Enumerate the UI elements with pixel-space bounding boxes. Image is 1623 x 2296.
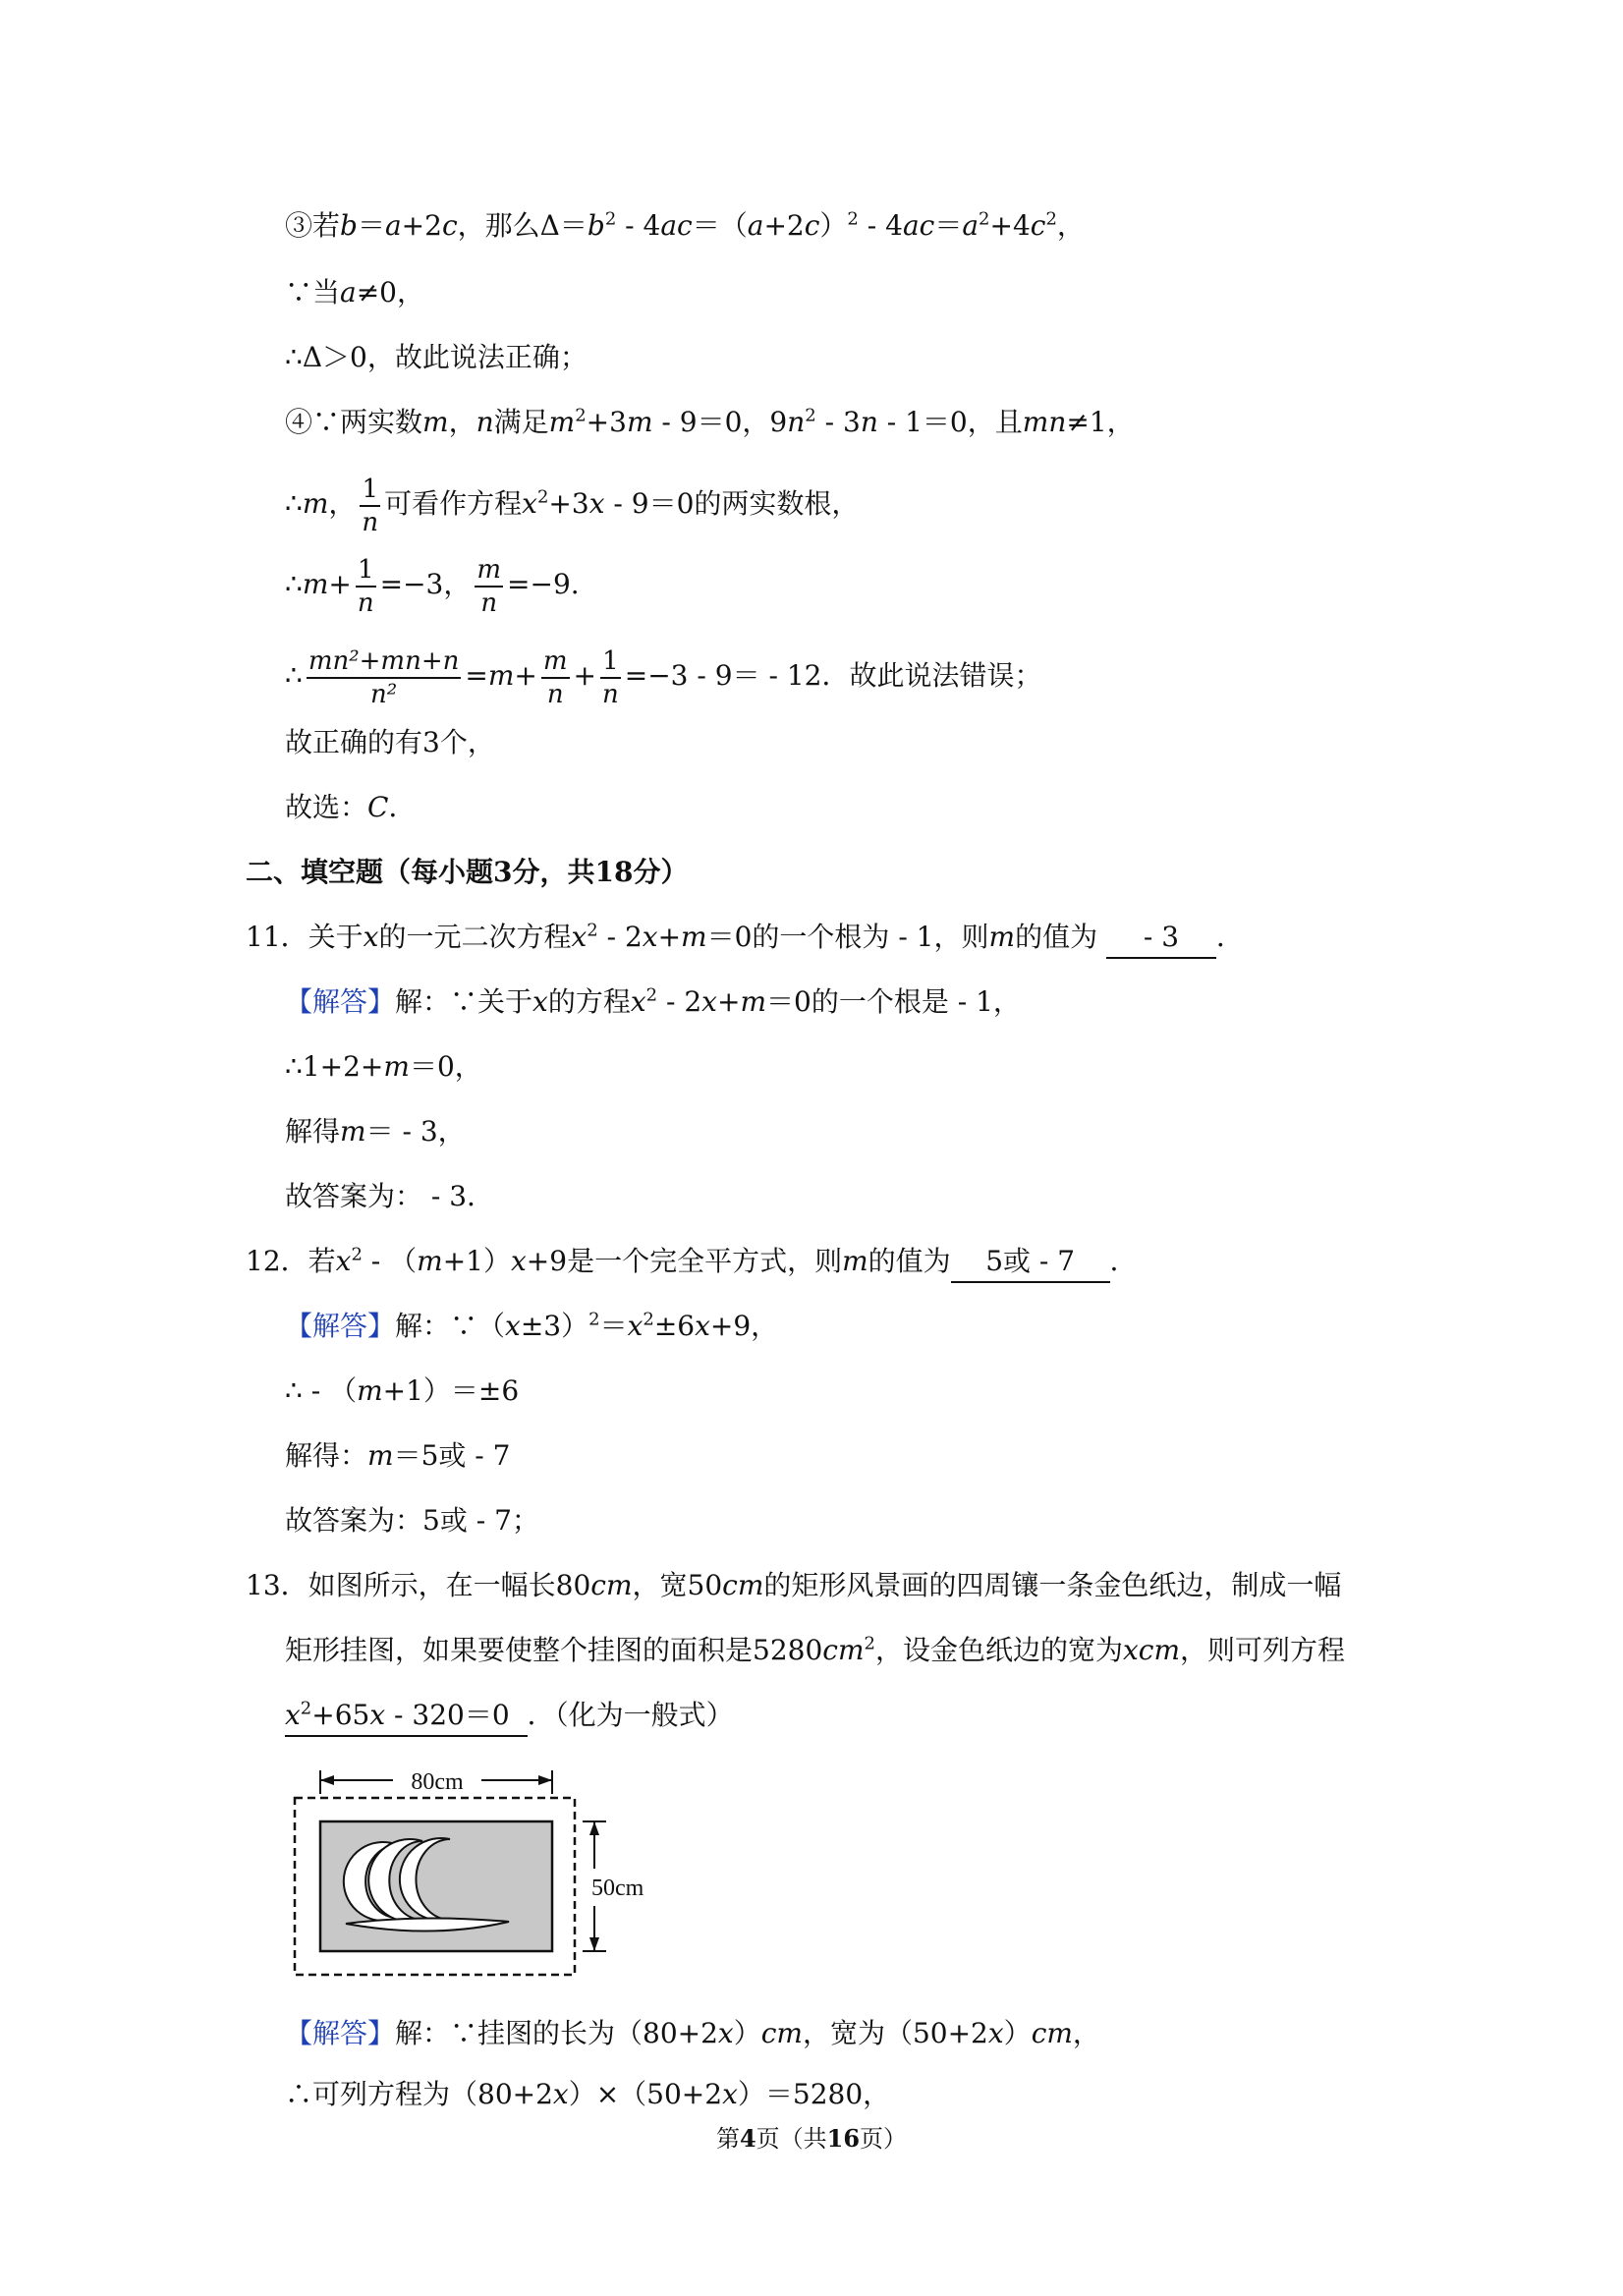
- text: m: [842, 1245, 868, 1277]
- text: cm: [1031, 2017, 1073, 2049]
- superscript: 2: [979, 208, 990, 230]
- text: ，设金色纸边的宽为: [874, 1634, 1123, 1666]
- line-condition: [285, 273, 424, 312]
- line-item3: [285, 206, 1085, 246]
- answer-11-line4: [285, 1177, 494, 1216]
- text: 11．关于: [246, 921, 364, 953]
- answer-12-line2: [285, 1372, 519, 1411]
- text: 解：∵关于: [395, 985, 533, 1018]
- text: x: [335, 1245, 352, 1277]
- text: +3: [548, 487, 589, 520]
- question-12: [246, 1242, 1138, 1283]
- text: m: [383, 1050, 410, 1083]
- text: cm: [722, 1569, 764, 1601]
- text: 的值为: [867, 1245, 951, 1277]
- fraction: [541, 645, 570, 709]
- text: x: [505, 1310, 521, 1342]
- text: ∴: [285, 659, 303, 692]
- fraction: [600, 645, 621, 709]
- text: 第: [715, 2125, 740, 2153]
- text: +: [657, 921, 682, 953]
- text: x: [511, 1245, 527, 1277]
- text: x: [701, 985, 717, 1018]
- text: - （: [362, 1245, 418, 1277]
- text: ，: [1072, 2017, 1100, 2049]
- numerator: 1: [357, 554, 374, 585]
- superscript: 2: [351, 1244, 363, 1265]
- text: 故答案为：5或 - 7；: [285, 1504, 539, 1537]
- text: c: [1030, 209, 1046, 242]
- section-heading: [246, 853, 688, 892]
- text: ∴: [285, 487, 303, 520]
- text: ．: [1109, 1245, 1138, 1277]
- text: 解得: [285, 1115, 341, 1148]
- numerator: m: [476, 554, 502, 585]
- denominator: n²: [307, 677, 462, 707]
- text: ，: [1056, 209, 1085, 242]
- text: 解：∵（: [395, 1310, 506, 1342]
- text: ）×（50+2: [568, 2078, 723, 2110]
- total-pages: 16: [826, 2124, 861, 2153]
- text: +: [328, 568, 352, 600]
- line-choice: [285, 788, 416, 827]
- question-13-line3: [285, 1696, 734, 1737]
- answer-12-line3: [285, 1436, 510, 1476]
- text: 二、填空题（每小题3分，共18分）: [246, 856, 689, 888]
- superscript: 2: [864, 1633, 875, 1654]
- superscript: 2: [588, 1309, 600, 1330]
- text: 13．如图所示，在一幅长80: [246, 1569, 591, 1601]
- text: 页）: [860, 2125, 908, 2153]
- line-roots: [285, 470, 859, 538]
- text: n: [787, 406, 806, 438]
- text: a: [384, 209, 402, 242]
- text: cm: [590, 1569, 633, 1601]
- text: ∴ - （: [285, 1374, 358, 1407]
- text: ＝: [934, 209, 963, 242]
- text: ④∵两实数: [285, 406, 423, 438]
- text: +: [573, 659, 596, 692]
- superscript: 2: [645, 984, 658, 1006]
- text: +3: [586, 406, 627, 438]
- text: 矩形挂图，如果要使整个挂图的面积是5280: [285, 1634, 823, 1666]
- text: ．: [1216, 921, 1245, 953]
- line-vieta: [285, 550, 580, 619]
- question-11: [246, 918, 1244, 959]
- text: ∵当: [285, 276, 341, 308]
- text: 故选：: [285, 791, 368, 823]
- text: - 2: [597, 921, 643, 953]
- text: ，宽为（50+2: [802, 2017, 988, 2049]
- denominator: n: [600, 677, 621, 707]
- text: m: [487, 659, 515, 692]
- text: ，宽50: [632, 1569, 723, 1601]
- text: +1）: [442, 1245, 511, 1277]
- denominator: n: [360, 505, 380, 535]
- answer-blank: [285, 1696, 528, 1737]
- text: ∴1+2+: [285, 1050, 384, 1083]
- text: ）: [819, 209, 848, 242]
- text: cm: [822, 1634, 865, 1666]
- text: =−9.: [507, 568, 580, 600]
- text: n: [860, 406, 878, 438]
- text: ．（化为一般式）: [527, 1699, 734, 1731]
- text: ≠1，: [1066, 406, 1135, 438]
- denominator: n: [541, 677, 570, 707]
- superscript: 2: [300, 1698, 312, 1719]
- arrow-up-icon: [589, 1821, 599, 1835]
- text: 页（共: [756, 2125, 827, 2153]
- text: m: [340, 1115, 366, 1148]
- superscript: 2: [1045, 208, 1057, 230]
- text: ac: [660, 209, 693, 242]
- text: +9，: [709, 1310, 779, 1342]
- text: +1）＝±6: [382, 1374, 520, 1407]
- text: =−3 - 9＝ - 12．故此说法错误；: [624, 659, 1042, 692]
- text: a: [962, 209, 979, 242]
- text: 的一元二次方程: [378, 921, 572, 953]
- text: m: [302, 487, 329, 520]
- text: m: [302, 568, 329, 600]
- text: m: [988, 921, 1016, 953]
- superscript: 2: [847, 208, 859, 230]
- page-footer: [0, 2119, 1623, 2154]
- text: x: [571, 921, 588, 953]
- text: ）: [733, 2017, 761, 2049]
- text: x: [627, 1310, 644, 1342]
- text: x: [369, 1699, 386, 1731]
- text: +2: [401, 209, 442, 242]
- arrow-left-icon: [320, 1775, 334, 1785]
- text: =: [465, 659, 488, 692]
- text: c: [804, 209, 820, 242]
- superscript: 2: [587, 920, 598, 941]
- text: ，: [328, 487, 357, 520]
- text: x: [722, 2078, 738, 2110]
- superscript: 2: [536, 486, 549, 508]
- text: ，那么Δ＝: [457, 209, 588, 242]
- numerator: 1: [362, 474, 379, 504]
- text: 12．若: [246, 1245, 336, 1277]
- text: x: [285, 1699, 301, 1731]
- width-label: 80cm: [411, 1769, 464, 1795]
- text: m: [626, 406, 653, 438]
- answer-blank: - 3: [1106, 918, 1216, 959]
- numerator: m: [542, 645, 568, 676]
- text: ＝0，: [409, 1050, 482, 1083]
- text: x: [717, 2017, 734, 2049]
- answer-13-line1: [285, 2014, 1100, 2053]
- fraction: [307, 645, 462, 709]
- page-number: 4: [739, 2124, 756, 2153]
- text: 的方程: [547, 985, 631, 1018]
- fraction: [360, 476, 380, 535]
- text: 解得：: [285, 1439, 368, 1472]
- text: m: [422, 406, 449, 438]
- text: - 1＝0，且: [877, 406, 1023, 438]
- text: ＝: [357, 209, 385, 242]
- answer-12-line1: [285, 1307, 778, 1346]
- line-conclusion3: [285, 338, 588, 377]
- numerator: 1: [602, 645, 619, 676]
- text: ）: [1003, 2017, 1032, 2049]
- text: b: [340, 209, 358, 242]
- text: ，则可列方程: [1180, 1634, 1346, 1666]
- text: 故正确的有3个，: [285, 726, 495, 758]
- text: +: [716, 985, 741, 1018]
- text: m: [740, 985, 766, 1018]
- text: ．: [388, 791, 417, 823]
- text: x: [695, 1310, 710, 1342]
- answer-tag: 【解答】: [285, 2017, 396, 2049]
- text: - 4: [858, 209, 903, 242]
- text: ±6: [653, 1310, 696, 1342]
- text: x: [630, 985, 646, 1018]
- answer-11-line3: [285, 1112, 466, 1151]
- text: +4: [989, 209, 1031, 242]
- text: 满足: [493, 406, 549, 438]
- text: ）＝5280，: [737, 2078, 891, 2110]
- text: ±3）: [520, 1310, 589, 1342]
- text: - 320＝0: [385, 1699, 510, 1731]
- text: x: [588, 487, 605, 520]
- text: ＝0的一个根是 - 1，: [766, 985, 1021, 1018]
- arrow-right-icon: [538, 1775, 552, 1785]
- arrow-down-icon: [589, 1937, 599, 1951]
- text: ac: [902, 209, 935, 242]
- answer-blank: 5或 - 7: [951, 1242, 1110, 1283]
- text: x: [363, 921, 379, 953]
- answer-tag: 【解答】: [285, 985, 396, 1018]
- text: b: [587, 209, 605, 242]
- text: m: [417, 1245, 443, 1277]
- line-expression: [285, 639, 1041, 712]
- denominator: n: [356, 586, 376, 616]
- text: a: [747, 209, 764, 242]
- text: m: [357, 1374, 383, 1407]
- text: +9是一个完全平方式，则: [526, 1245, 843, 1277]
- text: x: [552, 2078, 569, 2110]
- text: 解：∵挂图的长为（80+2: [395, 2017, 718, 2049]
- text: - 9＝0，9: [652, 406, 788, 438]
- superscript: 2: [604, 208, 617, 230]
- text: - 9＝0的两实数根，: [604, 487, 860, 520]
- answer-11-line1: [285, 982, 1021, 1022]
- fraction: [356, 554, 376, 618]
- text: ＝0的一个根为 - 1，则: [706, 921, 989, 953]
- text: +: [514, 659, 537, 692]
- text: =−3，: [379, 568, 472, 600]
- question-13-line2: [285, 1631, 1345, 1670]
- answer-12-line4: [285, 1501, 539, 1540]
- text: +2: [763, 209, 805, 242]
- text: n: [476, 406, 494, 438]
- text: - 2: [657, 985, 702, 1018]
- fraction: [475, 554, 503, 618]
- text: ，: [448, 406, 476, 438]
- text: - 3: [815, 406, 861, 438]
- text: ≠0，: [356, 276, 424, 308]
- frame-figure: [285, 1759, 658, 1985]
- text: ∴Δ＞0，故此说法正确；: [285, 341, 588, 373]
- answer-13-line2: [285, 2075, 890, 2114]
- superscript: 2: [805, 405, 816, 426]
- question-13-line1: [246, 1566, 1341, 1605]
- text: ＝（: [692, 209, 748, 242]
- text: a: [340, 276, 357, 308]
- text: 可看作方程: [384, 487, 523, 520]
- text: ∴可列方程为（80+2: [285, 2078, 553, 2110]
- superscript: 2: [643, 1309, 654, 1330]
- text: ＝5或 - 7: [393, 1439, 511, 1472]
- text: m: [681, 921, 707, 953]
- text: cm: [760, 2017, 803, 2049]
- text: x: [987, 2017, 1004, 2049]
- text: mn: [1022, 406, 1067, 438]
- text: ＝: [599, 1310, 628, 1342]
- text: x: [522, 487, 537, 520]
- text: +65: [311, 1699, 370, 1731]
- text: m: [367, 1439, 394, 1472]
- answer-11-line2: [285, 1047, 482, 1087]
- text: 的矩形风景画的四周镶一条金色纸边，制成一幅: [763, 1569, 1342, 1601]
- text: m: [548, 406, 576, 438]
- superscript: 2: [575, 405, 587, 426]
- text: 的值为: [1015, 921, 1098, 953]
- line-count: [285, 723, 495, 762]
- denominator: n: [475, 586, 503, 616]
- text: ③若: [285, 209, 341, 242]
- height-label: 50cm: [591, 1876, 644, 1901]
- text: c: [441, 209, 458, 242]
- line-item4: [285, 403, 1135, 442]
- numerator: mn²+mn+n: [308, 645, 460, 676]
- text: C: [367, 791, 389, 823]
- text: ＝ - 3，: [365, 1115, 466, 1148]
- text: x: [532, 985, 548, 1018]
- text: - 4: [616, 209, 661, 242]
- answer-tag: 【解答】: [285, 1310, 396, 1342]
- text: 故答案为： - 3．: [285, 1180, 495, 1212]
- text: ∴: [285, 568, 303, 600]
- text: x: [642, 921, 658, 953]
- text: xcm: [1122, 1634, 1180, 1666]
